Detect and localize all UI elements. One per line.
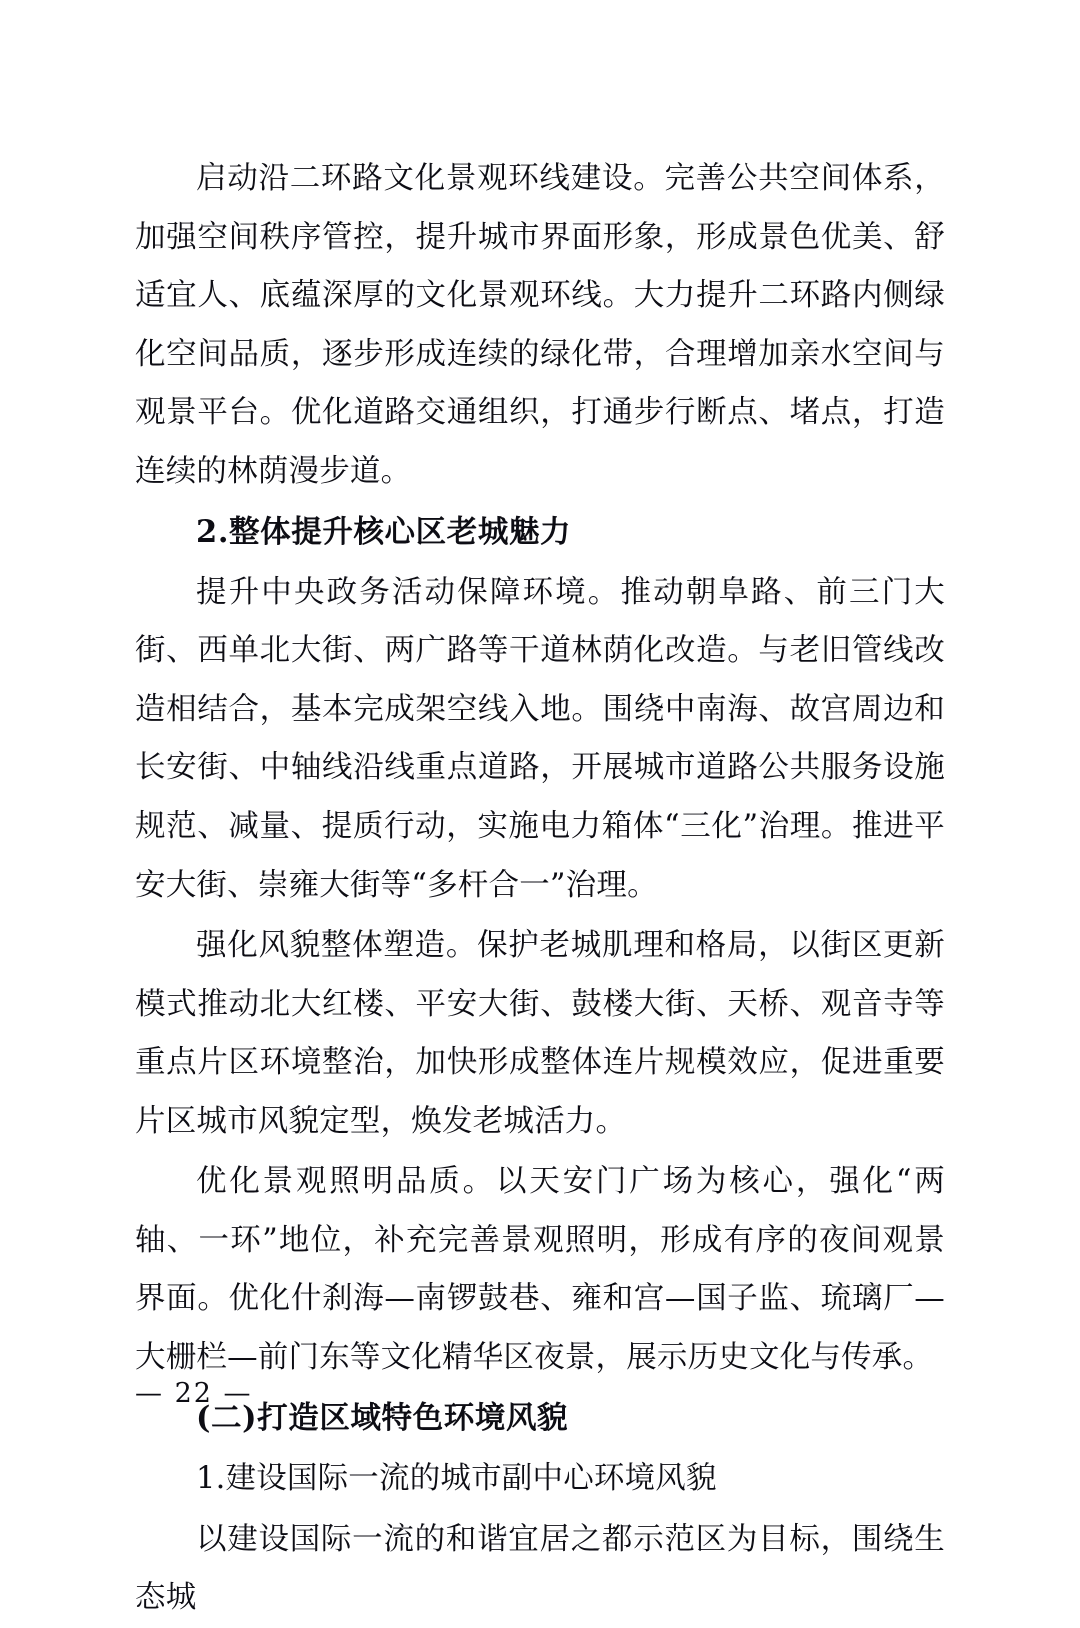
section-heading: (二)打造区域特色环境风貌 <box>196 1400 569 1437</box>
section-heading: 2.整体提升核心区老城魅力 <box>196 514 572 551</box>
paragraph: 提升中央政务活动保障环境。推动朝阜路、前三门大街、西单北大街、两广路等干道林荫化改造。与老旧管线改造相结合，基本完成架空线入地。围绕中南海、故宫周边和长安街、中轴线沿线重点道路，开展城市道路公共服务设施规范、减量、提质行动，实施电力箱体“三化”治理。推进平安大街、崇雍大街等“多杆合一”治理。 <box>135 574 945 903</box>
document-body <box>135 150 945 1628</box>
paragraph: 优化景观照明品质。以天安门广场为核心，强化“两轴、一环”地位，补充完善景观照明，形成有序的夜间观景界面。优化什刹海—南锣鼓巷、雍和宫—国子监、琉璃厂—大栅栏—前门东等文化精华区夜景，展示历史文化与传承。 <box>135 1164 945 1375</box>
paragraph: 启动沿二环路文化景观环线建设。完善公共空间体系，加强空间秩序管控，提升城市界面形象，形成景色优美、舒适宜人、底蕴深厚的文化景观环线。大力提升二环路内侧绿化空间品质，逐步形成连续的绿化带，合理增加亲水空间与观景平台。优化道路交通组织，打通步行断点、堵点，打造连续的林荫漫步道。 <box>135 161 945 489</box>
paragraph: 强化风貌整体塑造。保护老城肌理和格局，以街区更新模式推动北大红楼、平安大街、鼓楼大街、天桥、观音寺等重点片区环境整治，加快形成整体连片规模效应，促进重要片区城市风貌定型，焕发老城活力。 <box>135 928 945 1139</box>
page-number: — 22 — <box>135 1378 253 1409</box>
sub-section-heading: 1.建设国际一流的城市副中心环境风貌 <box>196 1461 717 1497</box>
paragraph: 以建设国际一流的和谐宜居之都示范区为目标，围绕生态城 <box>135 1521 945 1616</box>
